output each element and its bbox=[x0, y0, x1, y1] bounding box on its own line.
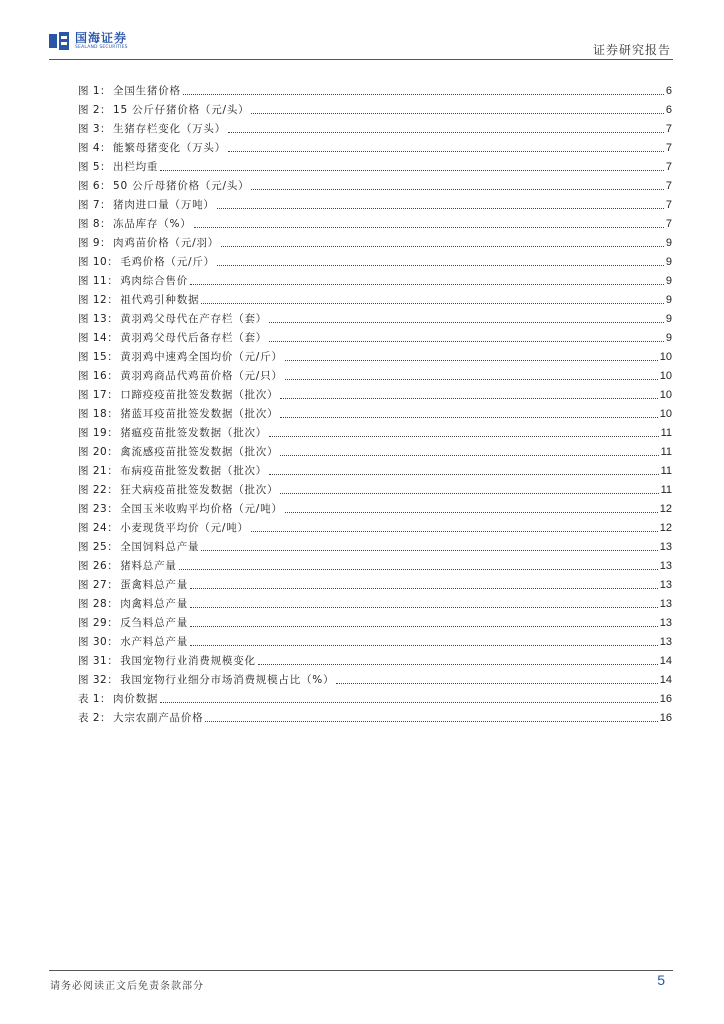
toc-entry-label: 图 6： bbox=[78, 180, 112, 192]
toc-entry[interactable] bbox=[78, 119, 672, 138]
toc-dot-leader bbox=[205, 721, 657, 722]
toc-dot-leader bbox=[280, 417, 657, 418]
toc-entry-title: 全国生猪价格 bbox=[113, 85, 181, 97]
toc-entry[interactable] bbox=[78, 556, 672, 575]
page-number: 5 bbox=[657, 972, 665, 988]
toc-entry-page: 13 bbox=[659, 578, 672, 591]
toc-entry-label: 图 10： bbox=[78, 256, 119, 268]
toc-entry-page: 13 bbox=[659, 597, 672, 610]
toc-entry[interactable] bbox=[78, 157, 672, 176]
toc-entry[interactable] bbox=[78, 404, 672, 423]
toc-entry-title: 狂犬病疫苗批签发数据（批次） bbox=[120, 484, 279, 496]
toc-entry-page: 12 bbox=[659, 502, 672, 515]
toc-entry-page: 7 bbox=[665, 217, 672, 230]
toc-dot-leader bbox=[221, 246, 664, 247]
toc-entry-title: 生猪存栏变化（万头） bbox=[113, 123, 227, 135]
toc-entry-label: 图 15： bbox=[78, 351, 119, 363]
toc-entry[interactable] bbox=[78, 689, 672, 708]
toc-entry-title: 小麦现货平均价（元/吨） bbox=[120, 522, 249, 534]
figure-table-of-contents bbox=[78, 81, 672, 727]
toc-entry-page: 9 bbox=[665, 274, 672, 287]
toc-dot-leader bbox=[201, 550, 657, 551]
toc-dot-leader bbox=[217, 208, 664, 209]
toc-entry-page: 13 bbox=[659, 616, 672, 629]
toc-entry-page: 9 bbox=[665, 255, 672, 268]
toc-entry-title: 布病疫苗批签发数据（批次） bbox=[120, 465, 268, 477]
toc-dot-leader bbox=[228, 151, 664, 152]
toc-dot-leader bbox=[217, 265, 664, 266]
toc-entry[interactable] bbox=[78, 537, 672, 556]
toc-entry[interactable] bbox=[78, 442, 672, 461]
toc-entry-title: 50 公斤母猪价格（元/头） bbox=[113, 180, 250, 192]
toc-entry-page: 11 bbox=[660, 445, 672, 458]
toc-dot-leader bbox=[194, 227, 664, 228]
toc-dot-leader bbox=[160, 702, 658, 703]
toc-entry[interactable] bbox=[78, 499, 672, 518]
logo-name-en: SEALAND SECURITIES bbox=[75, 44, 128, 50]
toc-entry-label: 图 7： bbox=[78, 199, 112, 211]
toc-entry-label: 图 22： bbox=[78, 484, 119, 496]
toc-entry-title: 15 公斤仔猪价格（元/头） bbox=[113, 104, 250, 116]
toc-entry-label: 图 14： bbox=[78, 332, 119, 344]
toc-entry-page: 11 bbox=[660, 426, 672, 439]
toc-entry-label: 图 28： bbox=[78, 598, 119, 610]
toc-dot-leader bbox=[280, 493, 658, 494]
toc-entry[interactable] bbox=[78, 461, 672, 480]
toc-entry-title: 蛋禽料总产量 bbox=[120, 579, 189, 591]
toc-dot-leader bbox=[190, 626, 658, 627]
toc-dot-leader bbox=[269, 341, 664, 342]
toc-entry-page: 10 bbox=[659, 350, 672, 363]
toc-entry-title: 黄羽鸡父母代后备存栏（套） bbox=[120, 332, 268, 344]
report-type-label: 证券研究报告 bbox=[592, 43, 671, 57]
toc-dot-leader bbox=[280, 455, 658, 456]
toc-entry-page: 16 bbox=[659, 692, 672, 705]
toc-entry-title: 我国宠物行业消费规模变化 bbox=[120, 655, 256, 667]
toc-entry[interactable] bbox=[78, 480, 672, 499]
toc-entry-label: 图 23： bbox=[78, 503, 119, 515]
toc-entry-label: 图 21： bbox=[78, 465, 119, 477]
toc-entry-title: 肉禽料总产量 bbox=[120, 598, 189, 610]
toc-entry-page: 10 bbox=[659, 369, 672, 382]
toc-entry-title: 鸡肉综合售价 bbox=[120, 275, 189, 287]
toc-entry[interactable] bbox=[78, 214, 672, 233]
toc-dot-leader bbox=[190, 645, 658, 646]
toc-entry[interactable] bbox=[78, 708, 672, 727]
toc-entry[interactable] bbox=[78, 670, 672, 689]
toc-dot-leader bbox=[285, 379, 658, 380]
toc-dot-leader bbox=[190, 588, 658, 589]
toc-dot-leader bbox=[280, 398, 657, 399]
toc-dot-leader bbox=[251, 531, 658, 532]
header-divider bbox=[49, 59, 673, 60]
toc-entry-title: 肉价数据 bbox=[113, 693, 159, 705]
toc-entry-title: 黄羽鸡商品代鸡苗价格（元/只） bbox=[120, 370, 283, 382]
toc-entry-label: 图 3： bbox=[78, 123, 112, 135]
toc-entry[interactable] bbox=[78, 594, 672, 613]
toc-entry-label: 图 27： bbox=[78, 579, 119, 591]
toc-entry-title: 反刍料总产量 bbox=[120, 617, 189, 629]
toc-entry-page: 14 bbox=[659, 673, 672, 686]
toc-entry[interactable] bbox=[78, 138, 672, 157]
toc-entry-title: 冻品库存（%） bbox=[113, 218, 192, 230]
toc-entry-label: 表 1： bbox=[78, 693, 112, 705]
toc-entry-title: 大宗农副产品价格 bbox=[113, 712, 204, 724]
toc-entry-label: 图 8： bbox=[78, 218, 112, 230]
toc-entry[interactable] bbox=[78, 195, 672, 214]
toc-entry[interactable] bbox=[78, 290, 672, 309]
toc-entry-title: 黄羽鸡中速鸡全国均价（元/斤） bbox=[120, 351, 283, 363]
toc-entry-label: 图 12： bbox=[78, 294, 119, 306]
toc-entry-label: 图 31： bbox=[78, 655, 119, 667]
toc-entry-page: 11 bbox=[660, 464, 672, 477]
toc-entry-page: 7 bbox=[665, 122, 672, 135]
toc-dot-leader bbox=[179, 569, 658, 570]
toc-entry-label: 图 9： bbox=[78, 237, 112, 249]
toc-entry[interactable] bbox=[78, 81, 672, 100]
toc-entry-label: 表 2： bbox=[78, 712, 112, 724]
toc-entry[interactable] bbox=[78, 613, 672, 632]
footer-divider bbox=[49, 970, 673, 971]
toc-dot-leader bbox=[190, 607, 658, 608]
toc-entry-label: 图 20： bbox=[78, 446, 119, 458]
toc-entry-page: 9 bbox=[665, 312, 672, 325]
toc-entry-title: 全国饲料总产量 bbox=[120, 541, 200, 553]
toc-dot-leader bbox=[269, 436, 658, 437]
toc-entry[interactable] bbox=[78, 651, 672, 670]
toc-entry-title: 毛鸡价格（元/斤） bbox=[120, 256, 215, 268]
toc-entry[interactable] bbox=[78, 518, 672, 537]
toc-entry-page: 7 bbox=[665, 179, 672, 192]
toc-dot-leader bbox=[336, 683, 657, 684]
toc-entry[interactable] bbox=[78, 423, 672, 442]
disclaimer-note: 请务必阅读正文后免责条款部分 bbox=[50, 981, 204, 992]
toc-entry-title: 我国宠物行业细分市场消费规模占比（%） bbox=[120, 674, 335, 686]
toc-entry-title: 能繁母猪变化（万头） bbox=[113, 142, 227, 154]
toc-dot-leader bbox=[160, 170, 664, 171]
toc-entry-title: 祖代鸡引种数据 bbox=[120, 294, 200, 306]
toc-entry[interactable] bbox=[78, 309, 672, 328]
toc-entry-page: 9 bbox=[665, 236, 672, 249]
toc-entry-label: 图 18： bbox=[78, 408, 119, 420]
toc-entry-title: 猪瘟疫苗批签发数据（批次） bbox=[120, 427, 268, 439]
toc-entry-page: 9 bbox=[665, 293, 672, 306]
toc-entry-label: 图 19： bbox=[78, 427, 119, 439]
toc-entry[interactable] bbox=[78, 575, 672, 594]
toc-entry-label: 图 13： bbox=[78, 313, 119, 325]
logo-mark-icon bbox=[49, 32, 71, 50]
toc-entry-label: 图 29： bbox=[78, 617, 119, 629]
toc-entry-title: 肉鸡苗价格（元/羽） bbox=[113, 237, 220, 249]
toc-entry-page: 9 bbox=[665, 331, 672, 344]
toc-entry[interactable] bbox=[78, 100, 672, 119]
toc-entry-page: 14 bbox=[659, 654, 672, 667]
toc-entry-label: 图 1： bbox=[78, 85, 112, 97]
toc-entry-page: 12 bbox=[659, 521, 672, 534]
toc-dot-leader bbox=[285, 512, 658, 513]
toc-dot-leader bbox=[251, 189, 663, 190]
toc-entry-title: 黄羽鸡父母代在产存栏（套） bbox=[120, 313, 268, 325]
toc-dot-leader bbox=[285, 360, 658, 361]
toc-entry[interactable] bbox=[78, 347, 672, 366]
toc-entry-label: 图 4： bbox=[78, 142, 112, 154]
toc-entry-page: 6 bbox=[665, 84, 672, 97]
toc-dot-leader bbox=[269, 474, 658, 475]
toc-entry-title: 水产料总产量 bbox=[120, 636, 189, 648]
toc-entry-page: 10 bbox=[659, 388, 672, 401]
toc-entry-page: 13 bbox=[659, 540, 672, 553]
toc-entry[interactable] bbox=[78, 366, 672, 385]
toc-entry-label: 图 5： bbox=[78, 161, 112, 173]
toc-entry-title: 禽流感疫苗批签发数据（批次） bbox=[120, 446, 279, 458]
toc-entry-label: 图 30： bbox=[78, 636, 119, 648]
toc-entry-label: 图 16： bbox=[78, 370, 119, 382]
toc-entry[interactable] bbox=[78, 385, 672, 404]
toc-entry-page: 13 bbox=[659, 635, 672, 648]
toc-dot-leader bbox=[183, 94, 664, 95]
toc-entry[interactable] bbox=[78, 233, 672, 252]
toc-entry-title: 口蹄疫疫苗批签发数据（批次） bbox=[120, 389, 279, 401]
company-logo bbox=[49, 31, 128, 51]
toc-dot-leader bbox=[201, 303, 664, 304]
toc-entry[interactable] bbox=[78, 328, 672, 347]
toc-entry-title: 出栏均重 bbox=[113, 161, 159, 173]
toc-entry-page: 13 bbox=[659, 559, 672, 572]
toc-entry-title: 全国玉米收购平均价格（元/吨） bbox=[120, 503, 283, 515]
toc-entry-page: 7 bbox=[665, 141, 672, 154]
toc-dot-leader bbox=[258, 664, 658, 665]
toc-dot-leader bbox=[269, 322, 664, 323]
toc-entry[interactable] bbox=[78, 176, 672, 195]
toc-entry-page: 7 bbox=[665, 160, 672, 173]
toc-entry[interactable] bbox=[78, 271, 672, 290]
page-header bbox=[0, 0, 724, 62]
toc-entry-title: 猪肉进口量（万吨） bbox=[113, 199, 215, 211]
toc-entry-page: 16 bbox=[659, 711, 672, 724]
toc-entry-title: 猪蓝耳疫苗批签发数据（批次） bbox=[120, 408, 279, 420]
toc-dot-leader bbox=[190, 284, 664, 285]
toc-entry-label: 图 26： bbox=[78, 560, 119, 572]
toc-entry-label: 图 2： bbox=[78, 104, 112, 116]
toc-entry-page: 11 bbox=[660, 483, 672, 496]
toc-entry[interactable] bbox=[78, 252, 672, 271]
toc-dot-leader bbox=[228, 132, 664, 133]
toc-entry[interactable] bbox=[78, 632, 672, 651]
toc-entry-page: 7 bbox=[665, 198, 672, 211]
toc-entry-page: 10 bbox=[659, 407, 672, 420]
toc-entry-label: 图 17： bbox=[78, 389, 119, 401]
toc-entry-title: 猪料总产量 bbox=[120, 560, 177, 572]
toc-entry-page: 6 bbox=[665, 103, 672, 116]
toc-entry-label: 图 24： bbox=[78, 522, 119, 534]
toc-entry-label: 图 25： bbox=[78, 541, 119, 553]
toc-dot-leader bbox=[251, 113, 663, 114]
toc-entry-label: 图 11： bbox=[78, 275, 119, 287]
logo-name-cn: 国海证券 bbox=[75, 30, 128, 45]
toc-entry-label: 图 32： bbox=[78, 674, 119, 686]
